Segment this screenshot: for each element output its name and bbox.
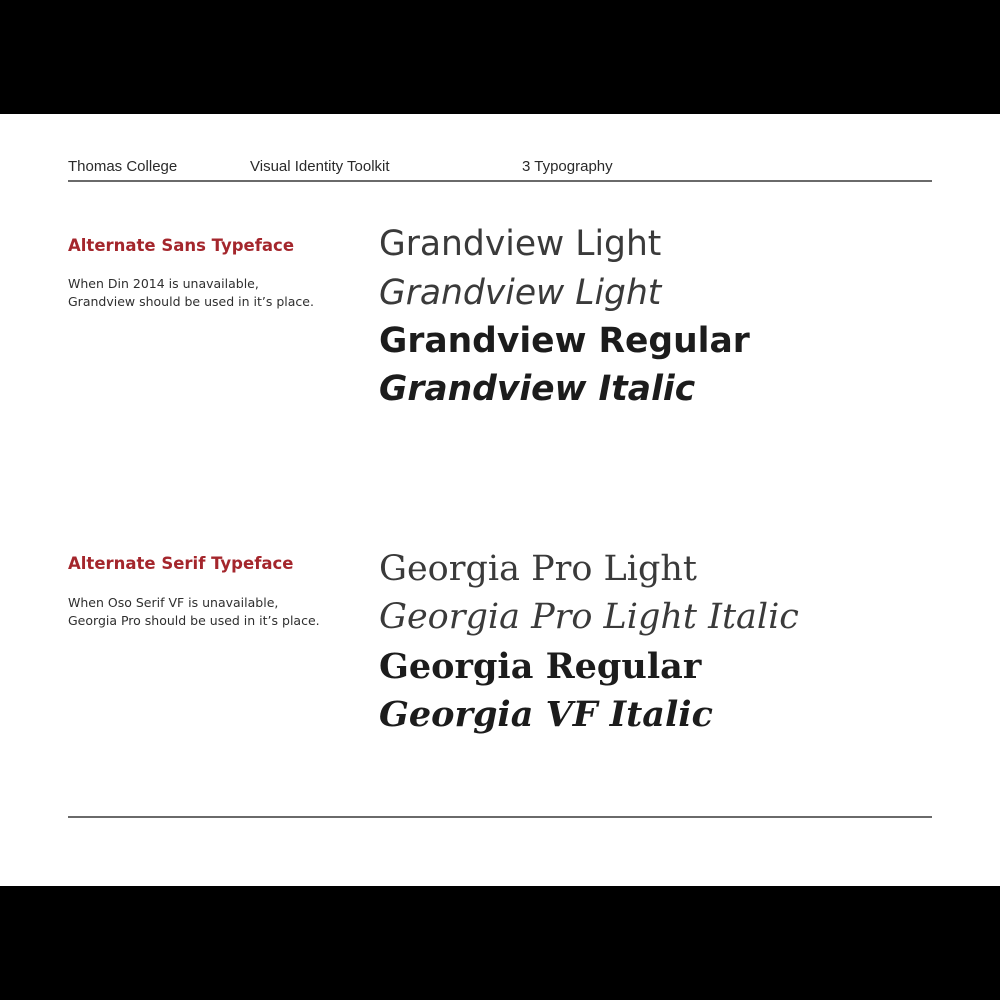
header-divider [68, 180, 932, 182]
sample-grandview-italic: Grandview Italic [379, 369, 696, 409]
sample-georgia-regular: Georgia Regular [379, 646, 702, 687]
page [0, 114, 1000, 886]
header-document-title: Visual Identity Toolkit [250, 158, 390, 175]
sans-section-title: Alternate Sans Typeface [68, 236, 295, 255]
serif-section-title: Alternate Serif Typeface [68, 554, 294, 573]
sample-georgia-vf-italic: Georgia VF Italic [379, 694, 713, 735]
sample-grandview-light: Grandview Light [379, 224, 662, 264]
sans-section-description: When Din 2014 is unavailable, Grandview should be used in it’s place. [68, 276, 314, 309]
header-section: 3 Typography [522, 158, 613, 175]
sample-grandview-regular: Grandview Regular [379, 321, 750, 361]
sample-grandview-light-italic: Grandview Light [379, 273, 662, 313]
sample-georgia-pro-light-italic: Georgia Pro Light Italic [379, 597, 799, 637]
header-institution: Thomas College [68, 158, 178, 175]
sample-georgia-pro-light: Georgia Pro Light [379, 549, 697, 589]
footer-divider [68, 816, 932, 818]
serif-section-description: When Oso Serif VF is unavailable, Georgia Pro should be used in it’s place. [68, 595, 320, 628]
